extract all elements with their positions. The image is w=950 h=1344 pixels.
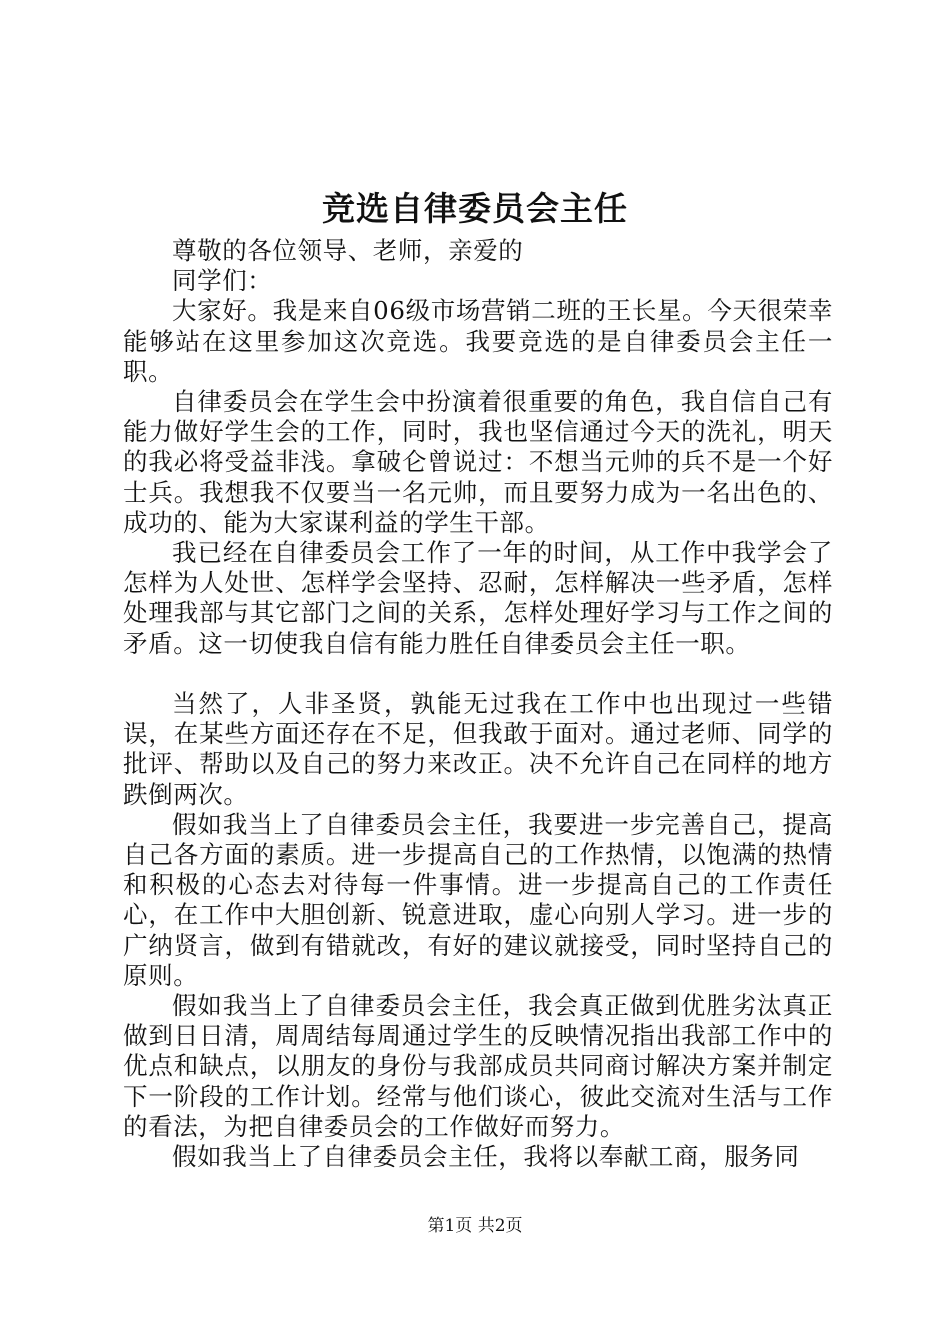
paragraph: 大家好。我是来自06级市场营销二班的王长星。今天很荣幸能够站在这里参加这次竞选。我要竞选的是自律委员会主任一职。: [123, 296, 833, 386]
paragraph: 假如我当上了自律委员会主任，我会真正做到优胜劣汰真正做到日日清，周周结每周通过学生的反映情况指出我部工作中的优点和缺点，以朋友的身份与我部成员共同商讨解决方案并制定下一阶段的工作计划。经常与他们谈心，彼此交流对生活与工作的看法，为把自律委员会的工作做好而努力。: [123, 991, 833, 1141]
paragraph: 我已经在自律委员会工作了一年的时间，从工作中我学会了怎样为人处世、怎样学会坚持、忍耐，怎样解决一些矛盾，怎样处理我部与其它部门之间的关系，怎样处理好学习与工作之间的矛盾。这一切使我自信有能力胜任自律委员会主任一职。: [123, 538, 833, 658]
paragraph: 假如我当上了自律委员会主任，我要进一步完善自己，提高自己各方面的素质。进一步提高自己的工作热情，以饱满的热情和积极的心态去对待每一件事情。进一步提高自己的工作责任心，在工作中大胆创新、锐意进取，虚心向别人学习。进一步的广纳贤言，做到有错就改，有好的建议就接受，同时坚持自己的原则。: [123, 809, 833, 990]
greeting-line-1: 尊敬的各位领导、老师，亲爱的: [172, 236, 524, 265]
page-footer: 第1页 共2页: [427, 1216, 523, 1236]
paragraph: 当然了，人非圣贤，孰能无过我在工作中也出现过一些错误，在某些方面还存在不足，但我敢于面对。通过老师、同学的批评、帮助以及自己的努力来改正。决不允许自己在同样的地方跌倒两次。: [123, 689, 833, 809]
greeting-line-2: 同学们：: [172, 266, 273, 296]
document-body: [123, 236, 833, 1172]
paragraph: 假如我当上了自律委员会主任，我将以奉献工商，服务同: [172, 1142, 800, 1172]
document-title: 竞选自律委员会主任: [322, 189, 628, 228]
blank-line: [123, 659, 833, 689]
paragraph: 自律委员会在学生会中扮演着很重要的角色，我自信自己有能力做好学生会的工作，同时，我也坚信通过今天的洗礼，明天的我必将受益非浅。拿破仑曾说过：不想当元帅的兵不是一个好士兵。我想我不仅要当一名元帅，而且要努力成为一名出色的、成功的、能为大家谋利益的学生干部。: [123, 387, 833, 537]
